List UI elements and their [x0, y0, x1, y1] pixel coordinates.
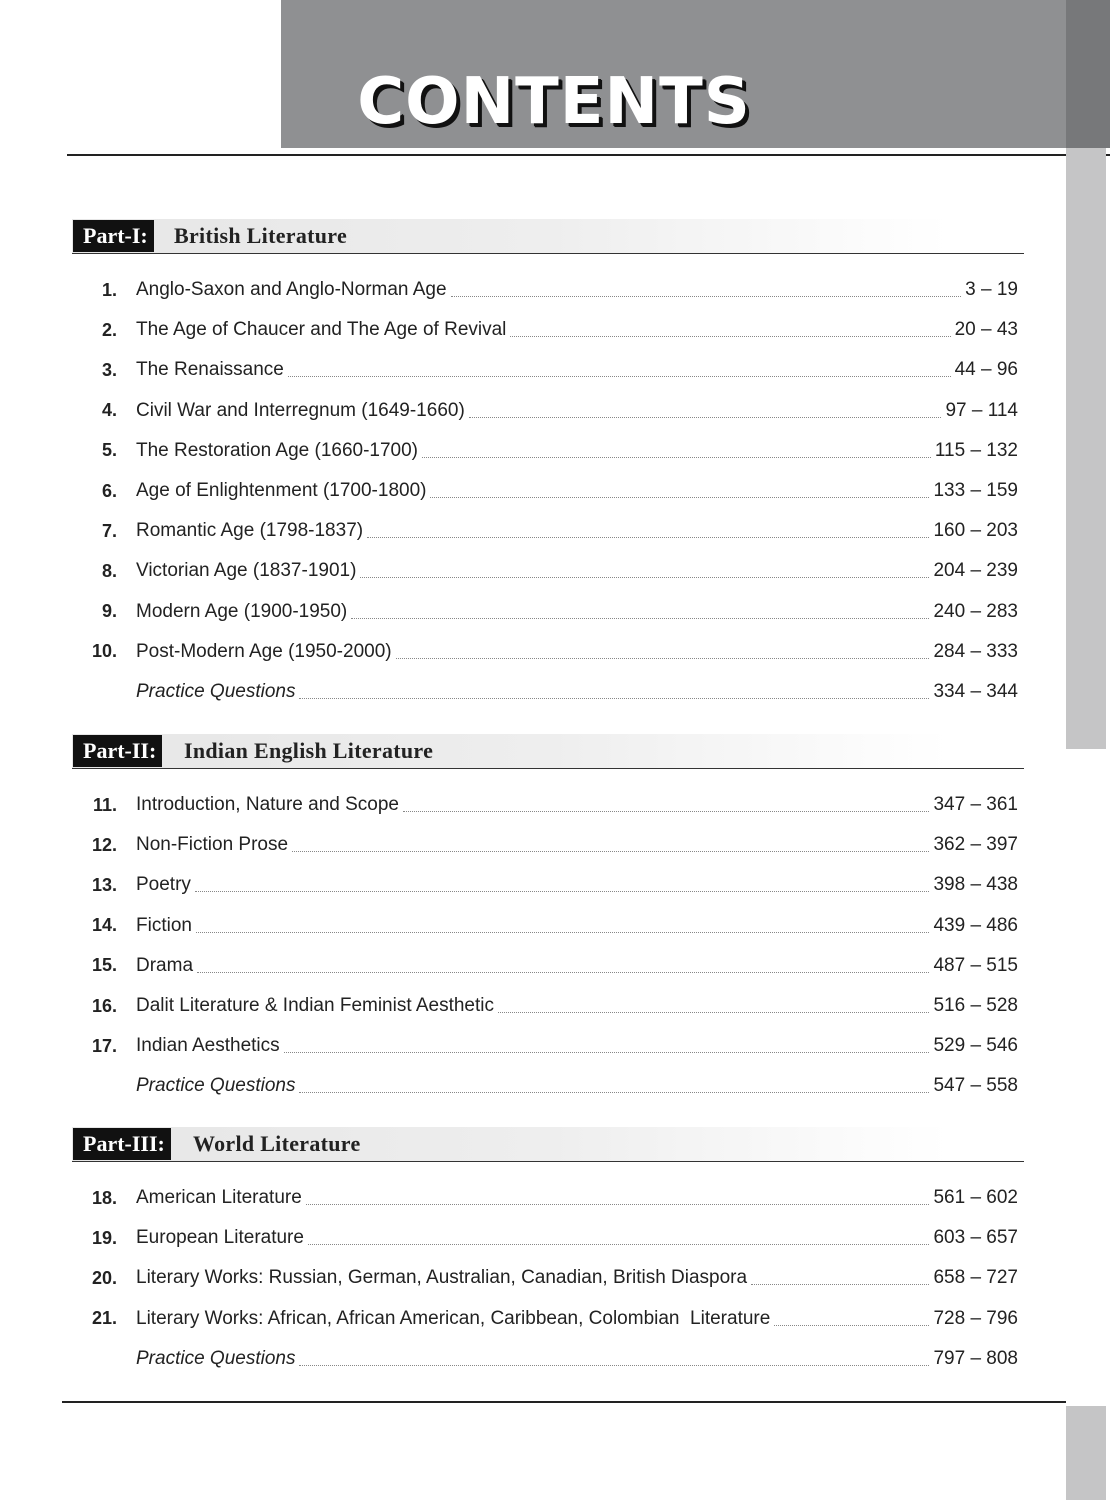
part-label: Part-I: [73, 220, 154, 252]
entry-pages: 284 – 333 [933, 640, 1018, 662]
entry-title: Indian Aesthetics [136, 1035, 280, 1057]
entry-pages: 516 – 528 [933, 995, 1018, 1017]
entry-number: 14. [91, 915, 117, 936]
entry-title: The Restoration Age (1660-1700) [136, 439, 419, 461]
entry-number: 3. [101, 359, 117, 380]
entry-number: 1. [101, 279, 117, 300]
entry-number: 13. [91, 874, 117, 895]
dot-leader [469, 416, 942, 418]
part-heading [72, 734, 1024, 769]
part-name: Indian English Literature [184, 738, 434, 763]
toc-entry[interactable] [72, 825, 1024, 865]
toc-entry[interactable] [72, 1258, 1024, 1298]
entry-number: 4. [101, 400, 117, 421]
part-heading [72, 1127, 1024, 1162]
entry-title: Fiction [136, 914, 192, 936]
toc-entry[interactable] [72, 1178, 1024, 1218]
dot-leader [430, 496, 929, 498]
dot-leader [197, 971, 929, 973]
dot-leader [195, 890, 930, 892]
footer-rule [62, 1401, 1066, 1403]
entry-title: Practice Questions [136, 680, 296, 702]
dot-leader [396, 657, 930, 659]
toc-entry[interactable] [72, 1218, 1024, 1258]
entry-number: 17. [91, 1035, 117, 1056]
dot-leader [299, 1364, 929, 1366]
entry-title: Anglo-Saxon and Anglo-Norman Age [136, 279, 447, 301]
entry-pages: 398 – 438 [933, 874, 1018, 896]
entry-number: 20. [91, 1267, 117, 1288]
entry-pages: 97 – 114 [945, 399, 1018, 421]
entry-pages: 20 – 43 [954, 319, 1018, 341]
toc-entry-practice[interactable] [72, 1066, 1024, 1106]
entry-pages: 439 – 486 [933, 914, 1018, 936]
page-title: CONTENTS [357, 65, 751, 139]
toc-entry[interactable] [72, 471, 1024, 511]
toc-entry[interactable] [72, 1026, 1024, 1066]
entry-title: The Age of Chaucer and The Age of Revival [136, 319, 507, 341]
dot-leader [299, 697, 929, 699]
dot-leader [308, 1243, 930, 1245]
entry-pages: 547 – 558 [933, 1075, 1018, 1097]
entry-pages: 487 – 515 [933, 954, 1018, 976]
toc-entry[interactable] [72, 350, 1024, 390]
entry-title: Practice Questions [136, 1075, 296, 1097]
part-2 [72, 734, 1024, 1107]
part-label: Part-II: [73, 735, 162, 767]
entry-title: European Literature [136, 1227, 304, 1249]
toc-entry-practice[interactable] [72, 1339, 1024, 1379]
toc-entry[interactable] [72, 270, 1024, 310]
part-label: Part-III: [73, 1128, 171, 1160]
entry-number: 2. [101, 319, 117, 340]
entry-title: Dalit Literature & Indian Feminist Aesthetic [136, 995, 495, 1017]
entry-number: 21. [91, 1308, 117, 1329]
entry-title: Poetry [136, 874, 191, 896]
dot-leader [196, 931, 930, 933]
entry-number: 12. [91, 834, 117, 855]
toc-entry[interactable] [72, 592, 1024, 632]
entry-number: 16. [91, 995, 117, 1016]
header-rule [67, 154, 1110, 156]
dot-leader [510, 335, 950, 337]
toc-entry[interactable] [72, 986, 1024, 1026]
dot-leader [451, 295, 962, 297]
side-tab-strip-bottom [1066, 1406, 1106, 1500]
entry-number: 15. [91, 955, 117, 976]
entry-title: Post-Modern Age (1950-2000) [136, 640, 392, 662]
entry-pages: 797 – 808 [933, 1347, 1018, 1369]
dot-leader [351, 617, 929, 619]
entry-title: Practice Questions [136, 1347, 296, 1369]
entry-title: Non-Fiction Prose [136, 834, 289, 856]
entry-pages: 362 – 397 [933, 834, 1018, 856]
entry-pages: 115 – 132 [934, 439, 1018, 461]
dot-leader [306, 1203, 930, 1205]
part-name: World Literature [193, 1131, 361, 1156]
entry-pages: 728 – 796 [933, 1307, 1018, 1329]
entry-title: Romantic Age (1798-1837) [136, 520, 364, 542]
entry-title: Civil War and Interregnum (1649-1660) [136, 399, 465, 421]
entry-pages: 160 – 203 [933, 520, 1018, 542]
entry-title: The Renaissance [136, 359, 284, 381]
entry-title: Introduction, Nature and Scope [136, 794, 400, 816]
entry-number: 18. [91, 1187, 117, 1208]
toc-entry[interactable] [72, 551, 1024, 591]
dot-leader [774, 1324, 929, 1326]
entry-title: American Literature [136, 1187, 302, 1209]
entry-number: 8. [101, 560, 117, 581]
entry-pages: 44 – 96 [954, 359, 1018, 381]
dot-leader [360, 576, 929, 578]
entry-number: 7. [101, 520, 117, 541]
toc-entry[interactable] [72, 511, 1024, 551]
dot-leader [367, 536, 929, 538]
toc-entry[interactable] [72, 906, 1024, 946]
toc-list [72, 785, 1024, 1107]
part-1 [72, 219, 1024, 712]
dot-leader [299, 1091, 929, 1093]
dot-leader [403, 810, 929, 812]
entry-pages: 3 – 19 [965, 279, 1018, 301]
entry-number: 19. [91, 1227, 117, 1248]
part-3 [72, 1127, 1024, 1379]
dot-leader [284, 1051, 930, 1053]
toc-list [72, 270, 1024, 712]
entry-pages: 561 – 602 [933, 1187, 1018, 1209]
dot-leader [498, 1011, 929, 1013]
toc-entry[interactable] [72, 632, 1024, 672]
entry-number: 9. [101, 601, 117, 622]
toc-entry[interactable] [72, 431, 1024, 471]
toc-entry-practice[interactable] [72, 672, 1024, 712]
toc-entry[interactable] [72, 1299, 1024, 1339]
side-tab-strip [1066, 148, 1106, 749]
entry-pages: 603 – 657 [933, 1227, 1018, 1249]
toc-entry[interactable] [72, 310, 1024, 350]
entry-number: 10. [91, 641, 117, 662]
entry-title: Age of Enlightenment (1700-1800) [136, 480, 427, 502]
entry-number: 5. [101, 440, 117, 461]
entry-title: Literary Works: African, African American, Caribbean, Colombian Literature [136, 1307, 771, 1329]
header-band-edge [1066, 0, 1110, 148]
part-name: British Literature [174, 223, 348, 248]
entry-number: 11. [92, 794, 117, 815]
toc-list [72, 1178, 1024, 1379]
toc-entry[interactable] [72, 946, 1024, 986]
entry-pages: 529 – 546 [933, 1035, 1018, 1057]
entry-pages: 204 – 239 [933, 560, 1018, 582]
dot-leader [292, 850, 929, 852]
entry-title: Literary Works: Russian, German, Australian, Canadian, British Diaspora [136, 1267, 748, 1289]
toc-entry[interactable] [72, 865, 1024, 905]
entry-title: Victorian Age (1837-1901) [136, 560, 357, 582]
dot-leader [288, 375, 951, 377]
toc-entry[interactable] [72, 785, 1024, 825]
entry-pages: 347 – 361 [933, 794, 1018, 816]
entry-title: Drama [136, 954, 194, 976]
entry-pages: 133 – 159 [933, 480, 1018, 502]
entry-pages: 334 – 344 [933, 680, 1018, 702]
entry-pages: 240 – 283 [933, 600, 1018, 622]
dot-leader [751, 1283, 929, 1285]
entry-title: Modern Age (1900-1950) [136, 600, 348, 622]
toc-entry[interactable] [72, 391, 1024, 431]
part-heading [72, 219, 1024, 254]
entry-pages: 658 – 727 [933, 1267, 1018, 1289]
dot-leader [422, 456, 931, 458]
entry-number: 6. [101, 480, 117, 501]
